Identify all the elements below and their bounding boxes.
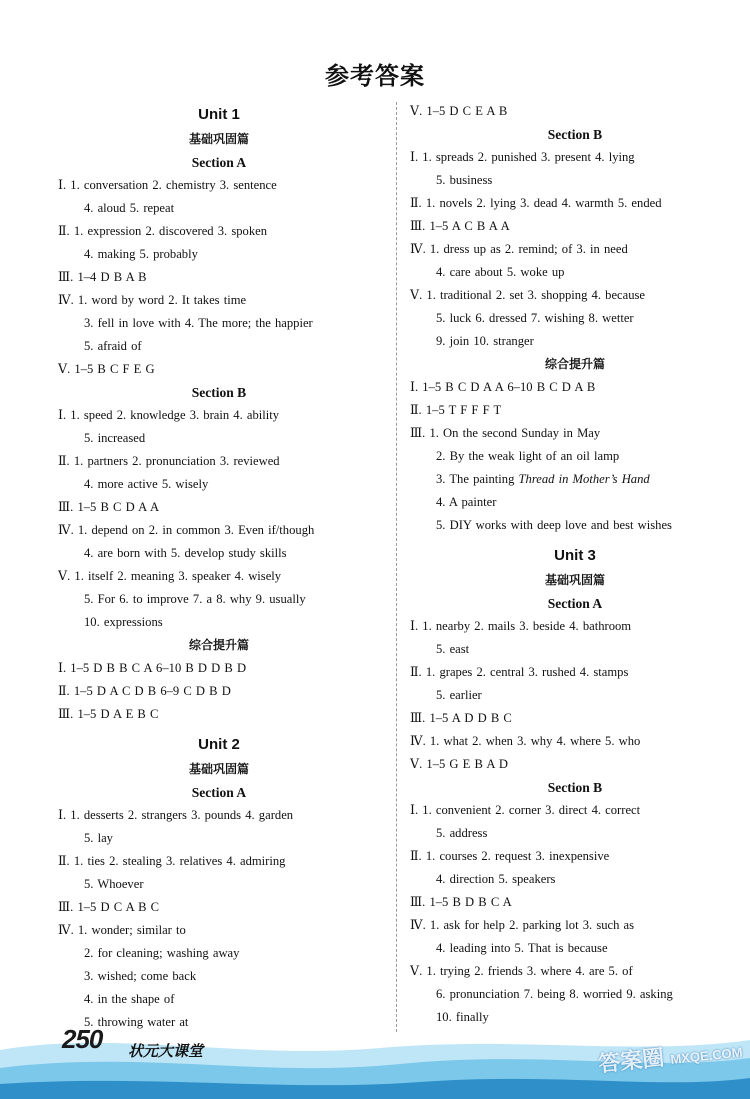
answer-line: 5. earlier — [436, 688, 482, 702]
answer-line: Ⅰ. 1. desserts 2. strangers 3. pounds 4. garden — [58, 808, 294, 822]
column-divider — [396, 102, 397, 1032]
painting-title: Thread in Mother’s Hand — [518, 472, 650, 486]
watermark-url: MXQE.COM — [669, 1044, 744, 1067]
answer-line: 9. join 10. stranger — [436, 334, 534, 348]
answer-line: 4. aloud 5. repeat — [84, 201, 175, 215]
left-column — [58, 96, 380, 1034]
unit-1-section-b-heading: Section B — [191, 385, 247, 400]
answer-line: Ⅴ. 1–5 D C E A B — [410, 104, 508, 118]
answer-line: 4. care about 5. woke up — [436, 265, 565, 279]
answer-line: Ⅰ. 1. conversation 2. chemistry 3. sentence — [58, 178, 277, 192]
answer-line: Ⅳ. 1. word by word 2. It takes time — [58, 293, 247, 307]
unit-2-title: Unit 2 — [198, 736, 240, 753]
unit-1-basic-heading: 基础巩固篇 — [188, 132, 249, 146]
answer-line: Ⅲ. 1–5 A D D B C — [410, 711, 512, 725]
unit-3-title: Unit 3 — [554, 547, 596, 564]
answer-line: 4. more active 5. wisely — [84, 477, 209, 491]
page-title: 参考答案 — [325, 62, 425, 90]
answer-line: 5. luck 6. dressed 7. wishing 8. wetter — [436, 311, 634, 325]
answer-line: 5. address — [436, 826, 488, 840]
answer-line: 4. in the shape of — [84, 992, 175, 1006]
answer-line: Ⅴ. 1–5 G E B A D — [410, 757, 509, 771]
answer-line: Ⅳ. 1. ask for help 2. parking lot 3. such as — [410, 918, 635, 932]
page-number: 250 — [62, 1024, 103, 1054]
answer-line: 5. throwing water at — [84, 1015, 189, 1029]
unit-2-section-a-heading: Section A — [191, 785, 247, 800]
answer-line: Ⅰ. 1–5 D B B C A 6–10 B D D B D — [58, 661, 247, 675]
answer-line: Ⅰ. 1. nearby 2. mails 3. beside 4. bathroom — [410, 619, 632, 633]
answer-line: 6. pronunciation 7. being 8. worried 9. asking — [436, 987, 673, 1001]
answer-line: Ⅲ. 1. On the second Sunday in May — [410, 426, 601, 440]
answer-line: Ⅲ. 1–5 A C B A A — [410, 219, 510, 233]
answer-line: Ⅱ. 1. grapes 2. central 3. rushed 4. stamps — [410, 665, 629, 679]
answer-line: Ⅲ. 1–5 B C D A A — [58, 500, 160, 514]
unit-3-section-b-heading: Section B — [547, 780, 603, 795]
answer-line: Ⅳ. 1. depend on 2. in common 3. Even if/though — [58, 523, 315, 537]
answer-line: 5. afraid of — [84, 339, 142, 353]
watermark-text: 答案圈 — [597, 1044, 666, 1077]
answer-line: 5. Whoever — [84, 877, 144, 891]
answer-line: 5. east — [436, 642, 470, 656]
answer-line: Ⅱ. 1. partners 2. pronunciation 3. reviewed — [58, 454, 280, 468]
answer-line: Ⅴ. 1–5 B C F E G — [58, 362, 155, 376]
right-column — [410, 100, 740, 1029]
answer-line: Ⅲ. 1–4 D B A B — [58, 270, 147, 284]
answer-line: 10. expressions — [84, 615, 163, 629]
answer-line: 4. are born with 5. develop study skills — [84, 546, 287, 560]
answer-line: 4. leading into 5. That is because — [436, 941, 608, 955]
unit-1-extended-heading: 综合提升篇 — [188, 638, 249, 652]
answer-line: 2. for cleaning; washing away — [84, 946, 240, 960]
answer-line: 5. increased — [84, 431, 146, 445]
answer-line: Ⅳ. 1. what 2. when 3. why 4. where 5. who — [410, 734, 641, 748]
answer-line: 5. DIY works with deep love and best wishes — [436, 518, 672, 532]
answer-line: 4. making 5. probably — [84, 247, 198, 261]
answer-line — [410, 468, 740, 491]
unit-1-title: Unit 1 — [198, 106, 240, 123]
answer-line: Ⅰ. 1. convenient 2. corner 3. direct 4. correct — [410, 803, 641, 817]
answer-line: 5. business — [436, 173, 493, 187]
answer-line: Ⅱ. 1–5 T F F F T — [410, 403, 502, 417]
answer-line: 4. A painter — [436, 495, 497, 509]
answer-line: 3. wished; come back — [84, 969, 197, 983]
unit-3-basic-heading: 基础巩固篇 — [544, 573, 605, 587]
answer-line: 3. fell in love with 4. The more; the happier — [84, 316, 313, 330]
answer-line: Ⅱ. 1. novels 2. lying 3. dead 4. warmth 5. ended — [410, 196, 662, 210]
answer-line: 5. For 6. to improve 7. a 8. why 9. usually — [84, 592, 306, 606]
answer-line: Ⅲ. 1–5 B D B C A — [410, 895, 512, 909]
answer-line: 4. direction 5. speakers — [436, 872, 556, 886]
answer-text: 3. The painting — [436, 472, 519, 486]
answer-line: Ⅱ. 1. ties 2. stealing 3. relatives 4. admiring — [58, 854, 286, 868]
unit-2-basic-heading: 基础巩固篇 — [188, 762, 249, 776]
answer-line: Ⅲ. 1–5 D C A B C — [58, 900, 160, 914]
answer-line: Ⅰ. 1. spreads 2. punished 3. present 4. lying — [410, 150, 635, 164]
answer-line: Ⅴ. 1. itself 2. meaning 3. speaker 4. wisely — [58, 569, 282, 583]
answer-line: 5. lay — [84, 831, 113, 845]
answer-line: Ⅱ. 1. expression 2. discovered 3. spoken — [58, 224, 268, 238]
answer-line: 2. By the weak light of an oil lamp — [436, 449, 620, 463]
answer-line: Ⅱ. 1. courses 2. request 3. inexpensive — [410, 849, 610, 863]
unit-2-extended-heading: 综合提升篇 — [544, 357, 605, 371]
answer-line: Ⅰ. 1. speed 2. knowledge 3. brain 4. ability — [58, 408, 280, 422]
answer-line: Ⅳ. 1. wonder; similar to — [58, 923, 186, 937]
answer-line: 10. finally — [436, 1010, 489, 1024]
answer-line: Ⅳ. 1. dress up as 2. remind; of 3. in need — [410, 242, 628, 256]
unit-2-section-b-heading: Section B — [547, 127, 603, 142]
brand-logo-text: 状元大课堂 — [128, 1042, 204, 1060]
unit-3-section-a-heading: Section A — [547, 596, 603, 611]
answer-line: Ⅱ. 1–5 D A C D B 6–9 C D B D — [58, 684, 231, 698]
answer-line: Ⅴ. 1. traditional 2. set 3. shopping 4. because — [410, 288, 645, 302]
answer-line: Ⅰ. 1–5 B C D A A 6–10 B C D A B — [410, 380, 596, 394]
answer-line: Ⅲ. 1–5 D A E B C — [58, 707, 159, 721]
answer-line: Ⅴ. 1. trying 2. friends 3. where 4. are 5. of — [410, 964, 633, 978]
unit-1-section-a-heading: Section A — [191, 155, 247, 170]
